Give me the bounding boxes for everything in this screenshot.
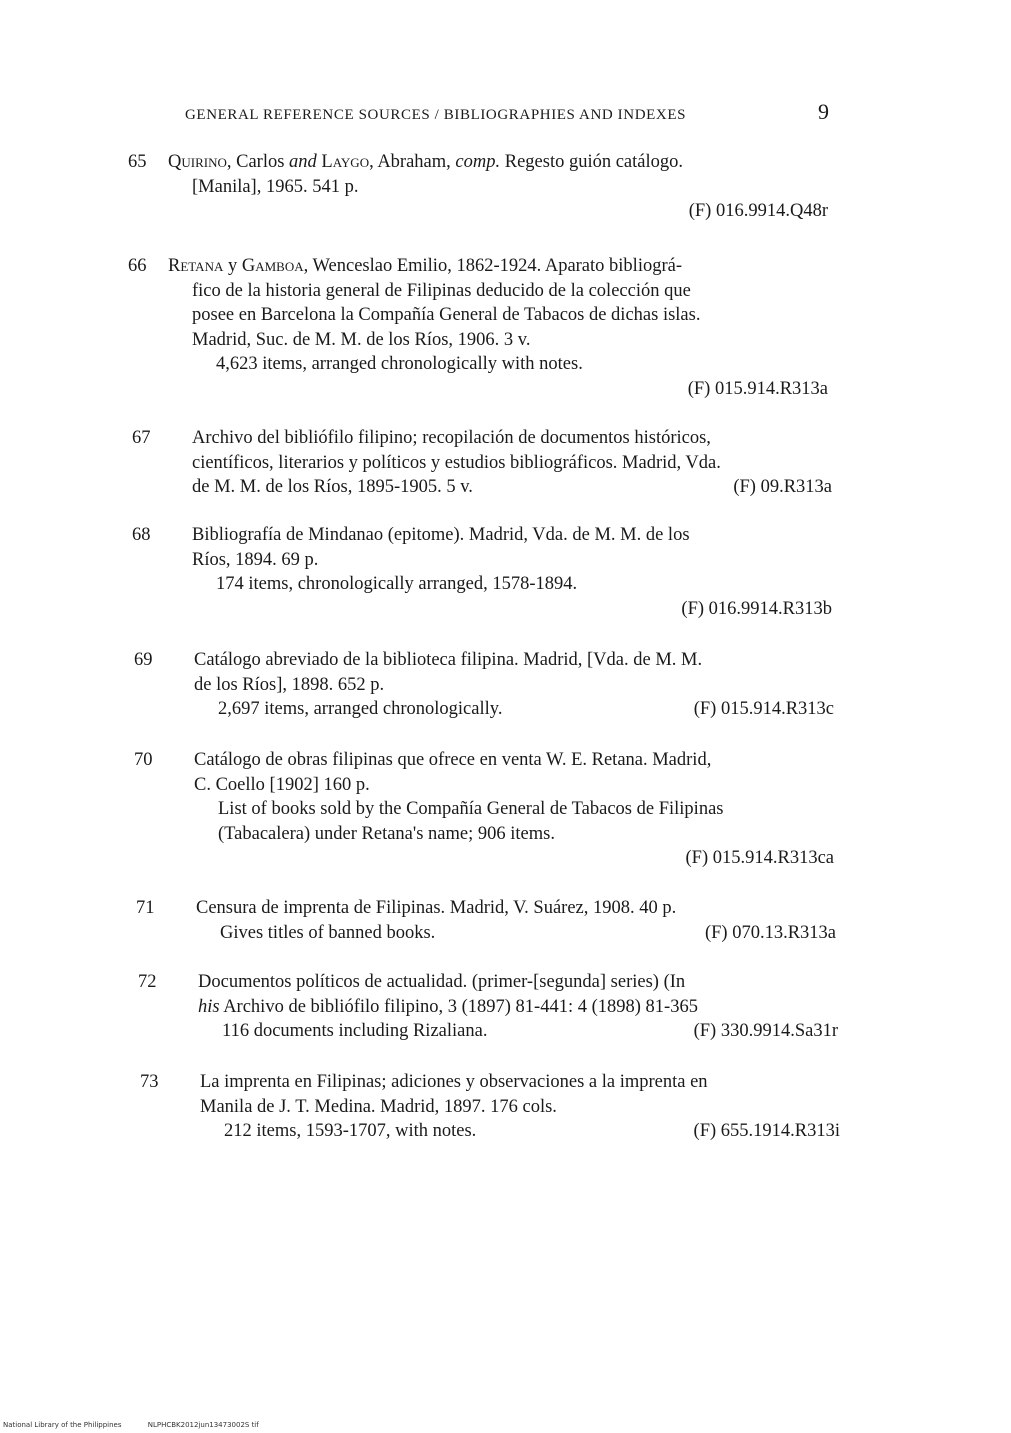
- running-header: [185, 99, 835, 133]
- entry-note: (Tabacalera) under Retana's name; 906 items.: [218, 823, 555, 844]
- entry-body: [168, 254, 828, 401]
- entry-note: List of books sold by the Compañía General de Tabacos de Filipinas: [218, 799, 724, 819]
- entry-line: científicos, literarios y políticos y estudios bibliográficos. Madrid, Vda.: [192, 452, 721, 473]
- author-given: Carlos: [231, 152, 290, 172]
- call-number: (F) 015.914.R313ca: [685, 848, 834, 868]
- page-number: 9: [818, 99, 829, 124]
- footer-file: NLPHCBK2012jun13473002S tif: [147, 1421, 259, 1429]
- entry-number: 66: [128, 256, 147, 276]
- footer-library: National Library of the Philippines: [3, 1421, 122, 1429]
- entry-line: La imprenta en Filipinas; adiciones y observaciones a la imprenta en: [200, 1072, 708, 1092]
- entry-number: 68: [132, 525, 151, 545]
- entry-body: [194, 748, 834, 871]
- entry-body: [196, 896, 836, 945]
- entry-number: 69: [134, 650, 153, 670]
- entry-line: Manila de J. T. Medina. Madrid, 1897. 176 cols.: [200, 1096, 557, 1117]
- entry-line: [200, 1119, 840, 1144]
- entry-line: fico de la historia general de Filipinas deducido de la colección que: [192, 280, 691, 301]
- entry-body: [200, 1070, 840, 1144]
- entry-line: [198, 1019, 838, 1044]
- author-surname: Quirino,: [168, 152, 232, 172]
- entry-line: Ríos, 1894. 69 p.: [192, 549, 319, 570]
- entry-title: Regesto guión catálogo.: [500, 152, 684, 172]
- call-number: (F) 015.914.R313a: [687, 378, 828, 399]
- author-surname: Laygo,: [316, 152, 374, 172]
- entry-title: Wenceslao Emilio, 1862-1924. Aparato bibliográ-: [308, 256, 682, 276]
- author-surname: Gamboa,: [241, 256, 309, 276]
- entry-line: Catálogo de obras filipinas que ofrece en venta W. E. Retana. Madrid,: [194, 750, 712, 770]
- entry-body: [192, 523, 832, 621]
- entry-body: [168, 150, 828, 224]
- entry-line: Documentos políticos de actualidad. (primer-[segunda] series) (In: [198, 972, 686, 992]
- entry-body: [198, 970, 838, 1044]
- entry-note: 2,697 items, arranged chronologically.: [218, 699, 503, 719]
- entry-number: 67: [132, 428, 151, 448]
- call-number: (F) 015.914.R313c: [693, 699, 834, 719]
- and-word: and: [289, 152, 317, 172]
- call-number: (F) 016.9914.Q48r: [688, 201, 828, 221]
- entry-note: 116 documents including Rizaliana.: [222, 1021, 488, 1041]
- entry-line: [192, 475, 832, 500]
- entry-line: [196, 921, 836, 946]
- entry-line: [198, 995, 838, 1020]
- comp-word: comp.: [455, 152, 501, 172]
- entry-line: Archivo del bibliófilo filipino; recopilación de documentos históricos,: [192, 428, 711, 448]
- author-given: Abraham,: [373, 152, 456, 172]
- entry-line: Madrid, Suc. de M. M. de los Ríos, 1906. 3 v.: [192, 329, 531, 350]
- entry-number: 72: [138, 972, 157, 992]
- entry-line: C. Coello [1902] 160 p.: [194, 774, 370, 795]
- entry-line-text: de M. M. de los Ríos, 1895-1905. 5 v.: [192, 477, 473, 497]
- entry-note: 4,623 items, arranged chronologically with notes.: [216, 354, 583, 374]
- entry-line: [168, 150, 828, 175]
- entry-number: 73: [140, 1072, 159, 1092]
- entry-body: [194, 648, 834, 722]
- author-surname: Retana: [168, 256, 224, 276]
- entry-line: posee en Barcelona la Compañía General de Tabacos de dichas islas.: [192, 305, 701, 325]
- entry-line: [Manila], 1965. 541 p.: [192, 176, 359, 197]
- header-title: GENERAL REFERENCE SOURCES / BIBLIOGRAPHIES AND INDEXES: [185, 107, 687, 123]
- entry-line: Bibliografía de Mindanao (epitome). Madrid, Vda. de M. M. de los: [192, 525, 690, 545]
- entry-number: 70: [134, 750, 153, 770]
- call-number: (F) 09.R313a: [733, 477, 832, 497]
- call-number: (F) 016.9914.R313b: [681, 598, 832, 619]
- entry-note: Gives titles of banned books.: [220, 922, 436, 943]
- entry-body: [192, 426, 832, 500]
- entry-number: 71: [136, 898, 155, 918]
- entry-line: Censura de imprenta de Filipinas. Madrid, V. Suárez, 1908. 40 p.: [196, 898, 677, 918]
- entry-note: 212 items, 1593-1707, with notes.: [224, 1121, 477, 1141]
- entry-line-text: Archivo de bibliófilo filipino, 3 (1897) 81-441: 4 (1898) 81-365: [219, 996, 698, 1017]
- entry-note: 174 items, chronologically arranged, 1578-1894.: [216, 574, 578, 594]
- entry-line: [168, 254, 828, 279]
- scan-footer: [3, 1421, 283, 1429]
- call-number: (F) 070.13.R313a: [704, 922, 836, 943]
- entry-line: de los Ríos], 1898. 652 p.: [194, 674, 385, 695]
- call-number: (F) 330.9914.Sa31r: [693, 1021, 838, 1041]
- entry-line: Catálogo abreviado de la biblioteca filipina. Madrid, [Vda. de M. M.: [194, 650, 703, 670]
- author-connector: y: [223, 256, 242, 276]
- entry-number: 65: [128, 152, 147, 172]
- call-number: (F) 655.1914.R313i: [693, 1121, 840, 1141]
- entry-line: [194, 697, 834, 722]
- italic-word: his: [198, 996, 220, 1017]
